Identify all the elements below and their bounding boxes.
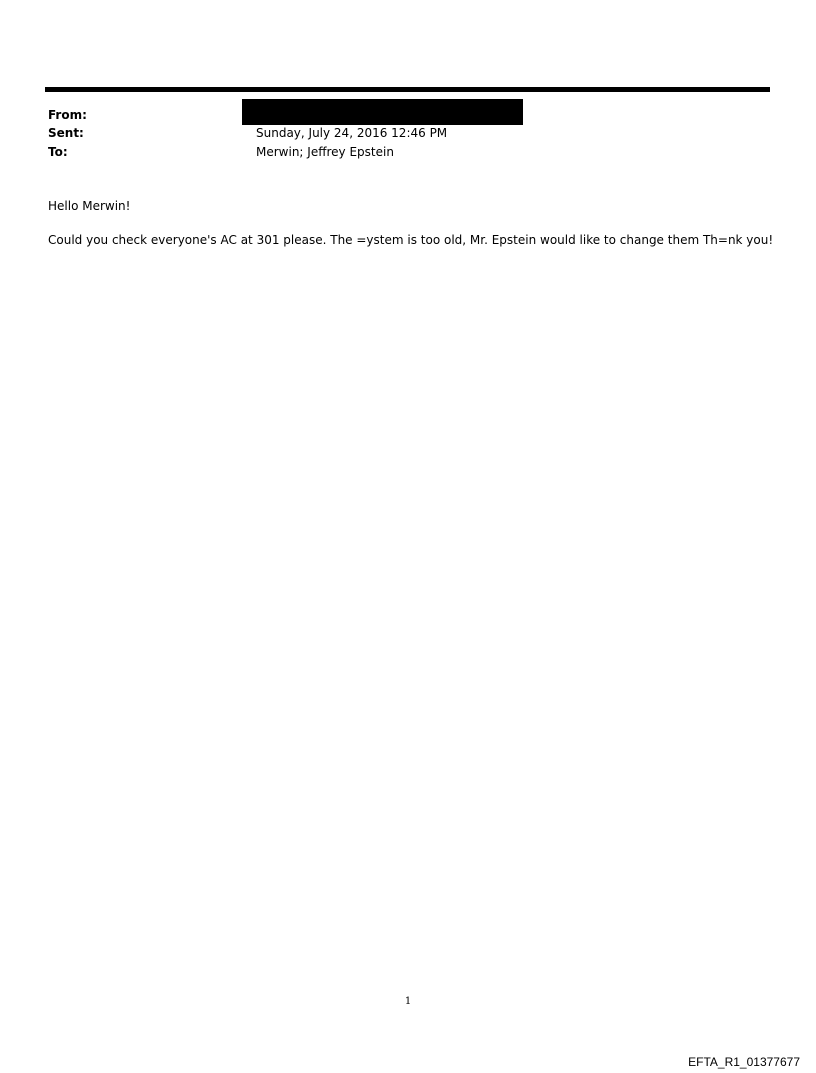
from-label: From: <box>48 108 87 122</box>
page-number: 1 <box>404 996 412 1007</box>
to-label: To: <box>48 145 68 159</box>
email-greeting: Hello Merwin! <box>48 199 131 213</box>
to-value: Merwin; Jeffrey Epstein <box>256 145 394 159</box>
from-redaction <box>242 99 523 125</box>
bates-number: EFTA_R1_01377677 <box>688 1055 800 1069</box>
email-message: Could you check everyone's AC at 301 please. The =ystem is too old, Mr. Epstein would like to change them Th=nk you! <box>48 233 774 247</box>
sent-label: Sent: <box>48 126 84 140</box>
header-divider <box>45 87 770 92</box>
sent-value: Sunday, July 24, 2016 12:46 PM <box>256 126 448 140</box>
